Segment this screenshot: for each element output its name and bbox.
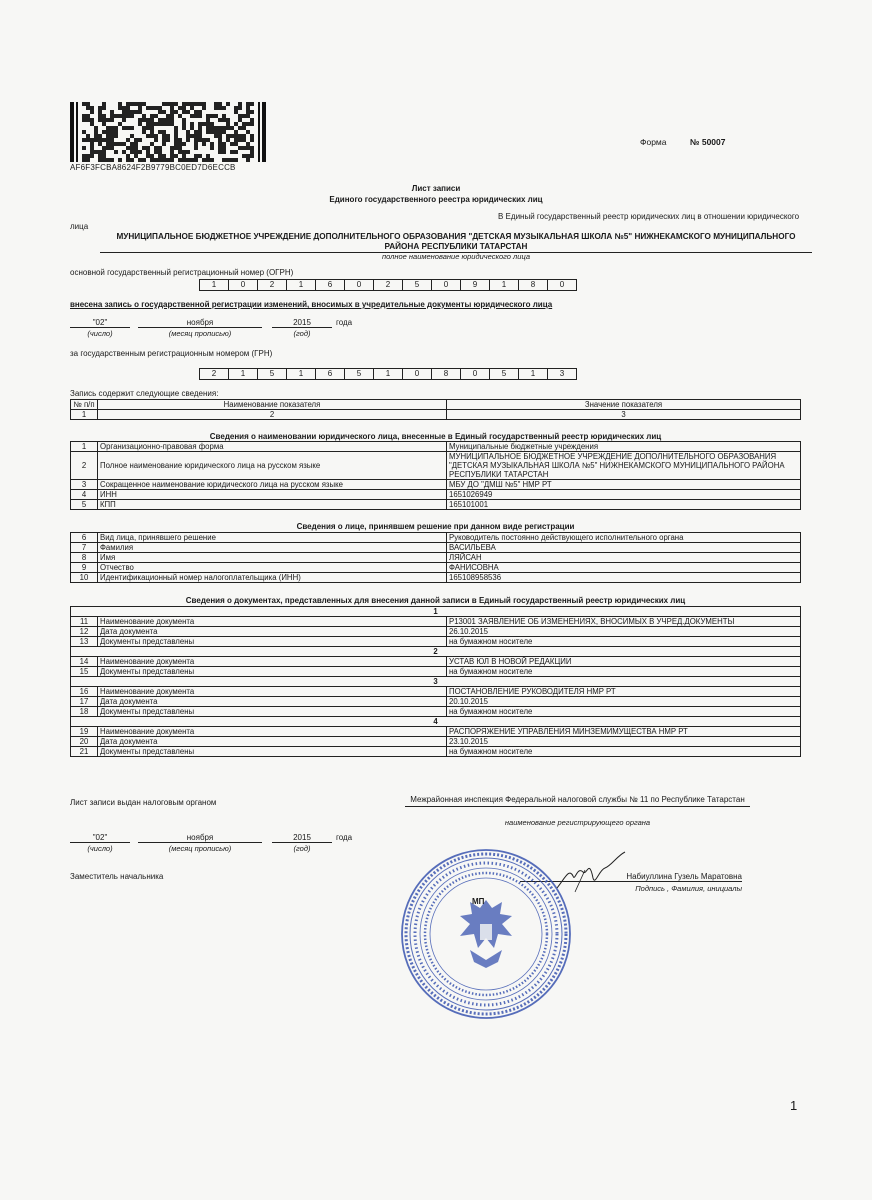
ogrn-digit: 8 (518, 279, 548, 291)
authority-caption: наименование регистрирующего органа (504, 818, 651, 827)
row-value: ВАСИЛЬЕВА (447, 543, 801, 553)
signature (555, 848, 635, 898)
row-number: 14 (71, 657, 98, 667)
official-seal-stamp (400, 848, 572, 1020)
row-name: Фамилия (98, 543, 447, 553)
row-number: 21 (71, 747, 98, 757)
table-row (71, 727, 801, 737)
entry-year: 2015 (272, 318, 332, 328)
row-name: Дата документа (98, 697, 447, 707)
table-row (71, 697, 801, 707)
issue-year: 2015 (272, 833, 332, 843)
table-row (71, 500, 801, 510)
grn-digit: 1 (286, 368, 316, 380)
row-name: Наименование документа (98, 657, 447, 667)
row-value: 26.10.2015 (447, 627, 801, 637)
issue-month: ноября (138, 833, 262, 843)
table-row (71, 490, 801, 500)
row-name: Наименование документа (98, 687, 447, 697)
ogrn-digit: 0 (547, 279, 577, 291)
intro-text-cont: лица (70, 222, 89, 231)
row-value: ПОСТАНОВЛЕНИЕ РУКОВОДИТЕЛЯ НМР РТ (447, 687, 801, 697)
row-number: 4 (71, 490, 98, 500)
entry-year-caption: (год) (293, 329, 311, 338)
table-row (71, 637, 801, 647)
form-label: Форма (640, 137, 667, 147)
row-value: Муниципальные бюджетные учреждения (447, 442, 801, 452)
row-number: 2 (71, 452, 98, 480)
position-label: Заместитель начальника (70, 872, 164, 881)
row-number: 17 (71, 697, 98, 707)
row-name: КПП (98, 500, 447, 510)
table-group-row (71, 647, 801, 657)
ogrn-digit: 6 (315, 279, 345, 291)
row-number: 6 (71, 533, 98, 543)
grn-digit: 8 (431, 368, 461, 380)
table-group-row (71, 717, 801, 727)
organization-caption: полное наименование юридического лица (381, 252, 530, 261)
grn-digit: 0 (402, 368, 432, 380)
table-row (71, 442, 801, 452)
table-head-cell: 1 (71, 410, 98, 420)
row-value: РАСПОРЯЖЕНИЕ УПРАВЛЕНИЯ МИНЗЕМИМУЩЕСТВА НМР РТ (447, 727, 801, 737)
table-row (71, 543, 801, 553)
document-subtitle: Единого государственного реестра юридических лиц (329, 195, 543, 204)
grn-digit: 5 (344, 368, 374, 380)
contains-label: Запись содержит следующие сведения: (70, 389, 219, 398)
signer-name: Набиуллина Гузель Маратовна (520, 872, 742, 882)
row-name: Имя (98, 553, 447, 563)
grn-digit: 0 (460, 368, 490, 380)
row-name: Дата документа (98, 627, 447, 637)
row-value: МБУ ДО "ДМШ №5" НМР РТ (447, 480, 801, 490)
row-number: 11 (71, 617, 98, 627)
group-number: 1 (71, 607, 801, 617)
table-row (71, 553, 801, 563)
ogrn-digit: 1 (286, 279, 316, 291)
row-value: МУНИЦИПАЛЬНОЕ БЮДЖЕТНОЕ УЧРЕЖДЕНИЕ ДОПОЛНИТЕЛЬНОГО ОБРАЗОВАНИЯ "ДЕТСКАЯ МУЗЫКАЛЬНАЯ ШКОЛА №5" НИЖНЕКАМСКОГО МУНИЦИПАЛЬНОГО РАЙОНА РЕСПУБЛИКИ ТАТАРСТАН (447, 452, 801, 480)
table-row (71, 573, 801, 583)
row-number: 12 (71, 627, 98, 637)
ogrn-digit: 0 (228, 279, 258, 291)
section-title: Сведения о документах, представленных для внесения данной записи в Единый государственный реестр юридических лиц (185, 596, 686, 605)
row-name: Документы представлены (98, 637, 447, 647)
row-name: Сокращенное наименование юридического лица на русском языке (98, 480, 447, 490)
table-row (71, 480, 801, 490)
entry-text: внесена запись о государственной регистрации изменений, вносимых в учредительные документы юридического лица (70, 300, 553, 309)
entry-god: года (336, 318, 353, 327)
grn-digit: 5 (257, 368, 287, 380)
ogrn-digit: 5 (402, 279, 432, 291)
page-number: 1 (790, 1098, 798, 1113)
signer-caption: Подпись , Фамилия, инициалы (635, 884, 742, 893)
table-row (71, 747, 801, 757)
section2-table (70, 532, 801, 583)
ogrn-digit: 1 (489, 279, 519, 291)
group-number: 2 (71, 647, 801, 657)
table-row (71, 737, 801, 747)
document-title: Лист записи (411, 184, 461, 193)
issue-month-caption: (месяц прописью) (168, 844, 232, 853)
authority-name: Межрайонная инспекция Федеральной налоговой службы № 11 по Республике Татарстан (405, 795, 750, 807)
issue-year-caption: (год) (293, 844, 311, 853)
ogrn-digit: 9 (460, 279, 490, 291)
row-number: 3 (71, 480, 98, 490)
row-value: на бумажном носителе (447, 707, 801, 717)
table-row (71, 617, 801, 627)
row-name: Идентификационный номер налогоплательщика (ИНН) (98, 573, 447, 583)
ogrn-digit: 1 (199, 279, 229, 291)
row-number: 18 (71, 707, 98, 717)
grn-digit: 1 (518, 368, 548, 380)
row-number: 9 (71, 563, 98, 573)
row-name: Документы представлены (98, 707, 447, 717)
grn-digit: 6 (315, 368, 345, 380)
table-head-cell: 2 (98, 410, 447, 420)
ogrn-digit: 2 (257, 279, 287, 291)
table-head-cell: № п/п (71, 400, 98, 410)
row-value: 20.10.2015 (447, 697, 801, 707)
issue-day-caption: (число) (87, 844, 113, 853)
ogrn-digit: 0 (344, 279, 374, 291)
issue-god: года (336, 833, 353, 842)
table-row (71, 657, 801, 667)
ogrn-digit: 0 (431, 279, 461, 291)
ogrn-label: основной государственный регистрационный номер (ОГРН) (70, 268, 294, 277)
row-name: Вид лица, принявшего решение (98, 533, 447, 543)
barcode-code: AF6F3FCBA8624F2B9779BC0ED7D6ECCB (70, 163, 236, 172)
row-number: 20 (71, 737, 98, 747)
grn-digit: 1 (373, 368, 403, 380)
table-row (71, 667, 801, 677)
row-value: Р13001 ЗАЯВЛЕНИЕ ОБ ИЗМЕНЕНИЯХ, ВНОСИМЫХ В УЧРЕД.ДОКУМЕНТЫ (447, 617, 801, 627)
row-number: 5 (71, 500, 98, 510)
issue-day: "02" (70, 833, 130, 843)
row-value: 1651026949 (447, 490, 801, 500)
row-value: Руководитель постоянно действующего исполнительного органа (447, 533, 801, 543)
row-number: 16 (71, 687, 98, 697)
section1-table (70, 441, 801, 510)
row-number: 8 (71, 553, 98, 563)
row-number: 13 (71, 637, 98, 647)
row-number: 19 (71, 727, 98, 737)
row-number: 1 (71, 442, 98, 452)
entry-day-caption: (число) (87, 329, 113, 338)
entry-month-caption: (месяц прописью) (168, 329, 232, 338)
grn-digits (200, 368, 577, 380)
row-value: 23.10.2015 (447, 737, 801, 747)
entry-day: "02" (70, 318, 130, 328)
section-title: Сведения о лице, принявшем решение при данном виде регистрации (296, 522, 575, 531)
entry-month: ноября (138, 318, 262, 328)
table-row (71, 410, 801, 420)
row-value: на бумажном носителе (447, 667, 801, 677)
grn-digit: 3 (547, 368, 577, 380)
group-number: 4 (71, 717, 801, 727)
row-name: Полное наименование юридического лица на русском языке (98, 452, 447, 480)
ogrn-digit: 2 (373, 279, 403, 291)
intro-text: В Единый государственный реестр юридических лиц в отношении юридического (498, 212, 800, 221)
barcode-image (70, 102, 266, 162)
form-number: № 50007 (690, 137, 726, 147)
table-row (71, 400, 801, 410)
row-number: 10 (71, 573, 98, 583)
row-value: на бумажном носителе (447, 637, 801, 647)
row-value: УСТАВ ЮЛ В НОВОЙ РЕДАКЦИИ (447, 657, 801, 667)
section3-table (70, 606, 801, 757)
seal-mp-label: МП (472, 897, 485, 906)
row-name: Документы представлены (98, 667, 447, 677)
table-row (71, 452, 801, 480)
row-value: 165101001 (447, 500, 801, 510)
row-value: на бумажном носителе (447, 747, 801, 757)
table-group-row (71, 607, 801, 617)
table-row (71, 707, 801, 717)
row-value: ФАНИСОВНА (447, 563, 801, 573)
table-row (71, 627, 801, 637)
issued-label: Лист записи выдан налоговым органом (70, 798, 217, 807)
group-number: 3 (71, 677, 801, 687)
section-title: Сведения о наименовании юридического лица, внесенные в Единый государственный реестр юридических лиц (209, 432, 662, 441)
row-name: ИНН (98, 490, 447, 500)
row-number: 7 (71, 543, 98, 553)
header-table (70, 399, 801, 420)
row-name: Отчество (98, 563, 447, 573)
table-row (71, 563, 801, 573)
grn-digit: 5 (489, 368, 519, 380)
ogrn-digits (200, 279, 577, 291)
table-head-cell: Наименование показателя (98, 400, 447, 410)
grn-label: за государственным регистрационным номером (ГРН) (70, 349, 273, 358)
row-value: 165108958536 (447, 573, 801, 583)
row-name: Наименование документа (98, 727, 447, 737)
row-name: Документы представлены (98, 747, 447, 757)
table-head-cell: Значение показателя (447, 400, 801, 410)
table-row (71, 687, 801, 697)
row-name: Организационно-правовая форма (98, 442, 447, 452)
grn-digit: 1 (228, 368, 258, 380)
row-number: 15 (71, 667, 98, 677)
table-row (71, 533, 801, 543)
table-head-cell: 3 (447, 410, 801, 420)
table-group-row (71, 677, 801, 687)
row-name: Дата документа (98, 737, 447, 747)
row-value: ЛЯЙСАН (447, 553, 801, 563)
row-name: Наименование документа (98, 617, 447, 627)
grn-digit: 2 (199, 368, 229, 380)
organization-name: МУНИЦИПАЛЬНОЕ БЮДЖЕТНОЕ УЧРЕЖДЕНИЕ ДОПОЛНИТЕЛЬНОГО ОБРАЗОВАНИЯ "ДЕТСКАЯ МУЗЫКАЛЬНАЯ ШКОЛА №5" НИЖНЕКАМСКОГО МУНИЦИПАЛЬНОГО РАЙОНА РЕСПУБЛИКИ ТАТАРСТАН (116, 232, 796, 251)
